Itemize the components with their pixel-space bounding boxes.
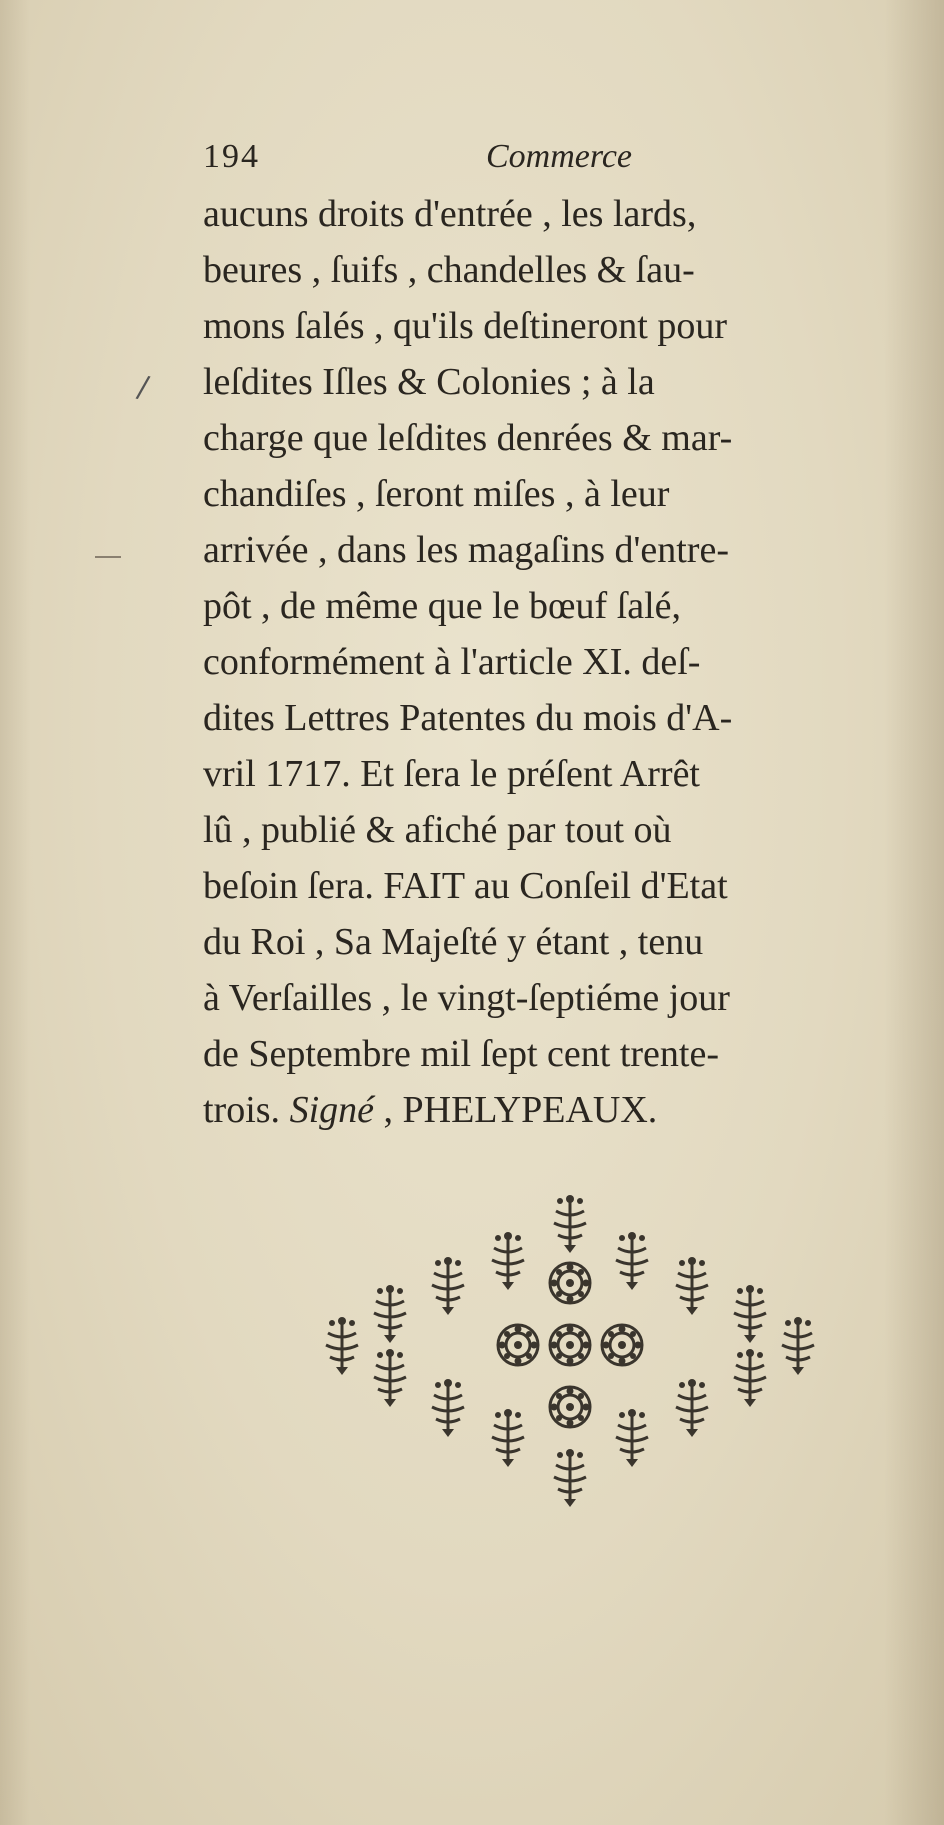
sprig-icon [554,1195,586,1253]
margin-note: / [134,369,152,406]
margin-dash [95,556,121,558]
text-line: à Verſailles , le vingt-ſeptiéme jour [203,977,730,1019]
text-line: dites Lettres Patentes du mois d'A- [203,697,733,739]
text-line: vril 1717. Et ſera le préſent Arrêt [203,753,700,795]
text-line: chandiſes , ſeront miſes , à leur [203,473,670,515]
page-number: 194 [203,138,260,175]
signature-line [203,1082,883,1138]
running-title: Commerce [486,138,633,175]
text-line: beſoin ſera. FAIT au Conſeil d'Etat [203,865,728,907]
page-header [203,138,843,188]
page-edge-shadow [884,0,944,1825]
text-line: leſdites Iſles & Colonies ; à la [203,361,655,403]
text-line: charge que leſdites denrées & mar- [203,417,733,459]
body-text [203,186,883,1138]
text-line: arrivée , dans les magaſins d'entre- [203,529,729,571]
page-gutter-shadow [0,0,30,1825]
text-line: du Roi , Sa Majeſté y étant , tenu [203,921,704,963]
text-line: beures , ſuifs , chandelles & ſau- [203,249,695,291]
signe-label: Signé [289,1089,374,1131]
text-line: pôt , de même que le bœuf ſalé, [203,585,682,627]
text-line: conformément à l'article XI. deſ- [203,641,701,683]
fleuron-ornament [290,1185,850,1525]
text-line: aucuns droits d'entrée , les lards, [203,193,697,235]
signatory-name: , PHELYPEAUX. [383,1089,658,1131]
text-line: de Septembre mil ſept cent trente- [203,1033,719,1075]
text-line: mons ſalés , qu'ils deſtineront pour [203,305,728,347]
text-line: trois. [203,1089,281,1131]
text-line: lû , publié & afiché par tout où [203,809,672,851]
